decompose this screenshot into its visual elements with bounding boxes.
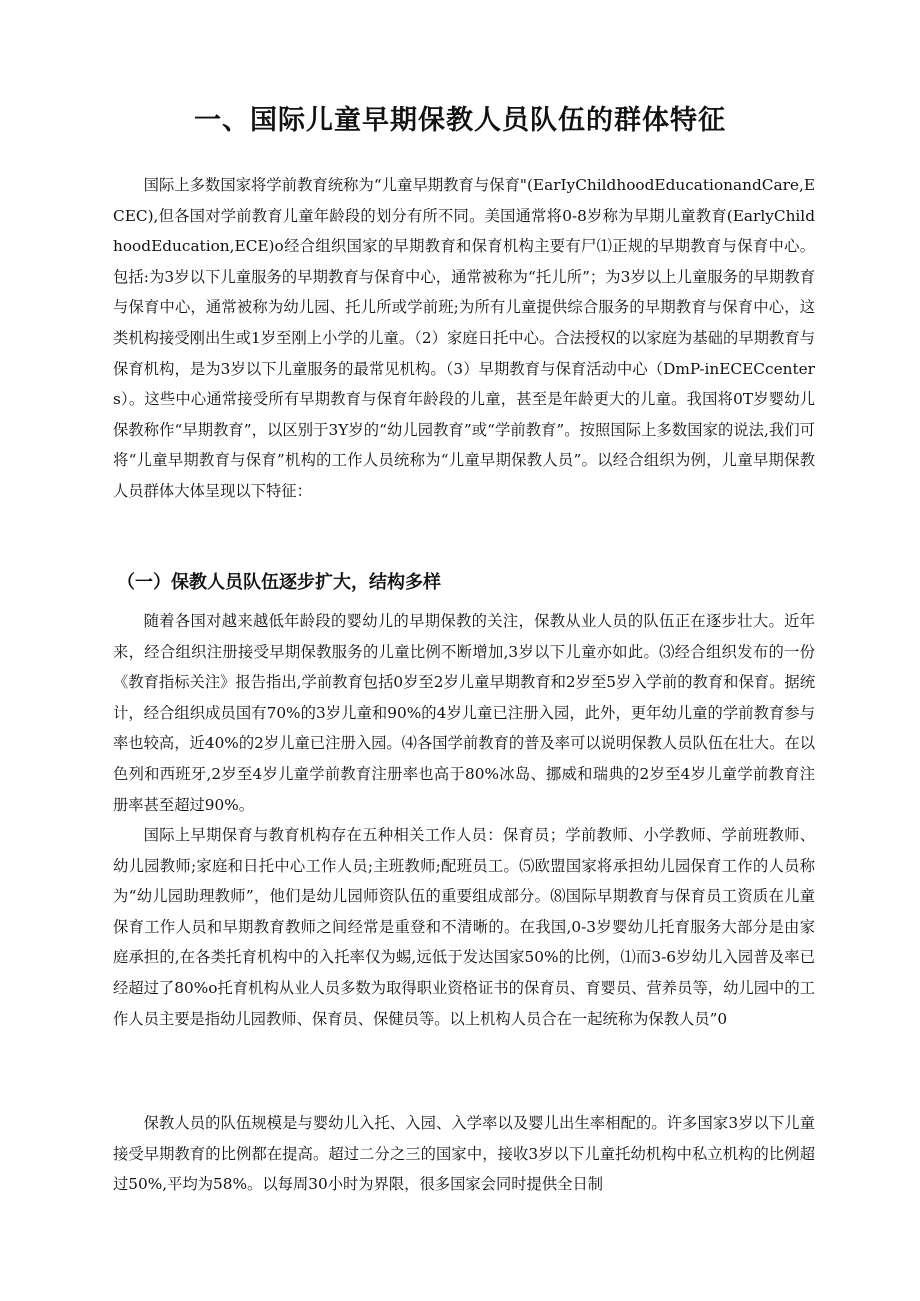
- paragraph-scale: 保教人员的队伍规模是与婴幼儿入托、入园、入学率以及婴儿出生率相配的。许多国家3岁以下儿童接受早期教育的比例都在提高。超过二分之三的国家中，接收3岁以下儿童托幼机构中私立机构的比例超过50%,平均为58%。以每周30小时为界限，很多国家会同时提供全日制: [113, 1114, 815, 1194]
- page-title: 一、国际儿童早期保教人员队伍的群体特征: [194, 105, 726, 136]
- paragraph-intro: 国际上多数国家将学前教育统称为“儿童早期教育与保育"(EarIyChildhoodEducationandCare,ECEC),但各国对学前教育儿童年龄段的划分有所不同。美国通常将0-8岁称为早期儿童教育(EarlyChildhoodEducation,ECE)o经合组织国家的早期教育和保育机构主要有尸⑴正规的早期教育与保育中心。包括:为3岁以下儿童服务的早期教育与保育中心，通常被称为“托儿所”；为3岁以上儿童服务的早期教育与保育中心，通常被称为幼儿园、托儿所或学前班;为所有儿童提供综合服务的早期教育与保育中心，这类机构接受刚出生或1岁至刚上小学的儿童。（2）家庭日托中心。合法授权的以家庭为基础的早期教育与保育机构，是为3岁以下儿童服务的最常见机构。（3）早期教育与保育活动中心（DmP-inECECcenters）。这些中心通常接受所有早期教育与保育年龄段的儿童，甚至是年龄更大的儿童。我国将0T岁婴幼儿保教称作“早期教育”，以区别于3Y岁的“幼儿园教育”或“学前教育”。按照国际上多数国家的说法,我们可将“儿童早期教育与保育”机构的工作人员统称为“儿童早期保教人员”。以经合组织为例，儿童早期保教人员群体大体呈现以下特征：: [113, 176, 815, 500]
- section-subheading: （一）保教人员队伍逐步扩大，结构多样: [117, 572, 441, 593]
- paragraph-staff-types: 国际上早期保育与教育机构存在五种相关工作人员：保育员；学前教师、小学教师、学前班教师、幼儿园教师;家庭和日托中心工作人员;主班教师;配班员工。⑸欧盟国家将承担幼儿园保育工作的人员称为“幼儿园助理教师”，他们是幼儿园师资队伍的重要组成部分。⑻国际早期教育与保育员工资质在儿童保育工作人员和早期教育教师之间经常是重登和不清晰的。在我国,0-3岁婴幼儿托育服务大部分是由家庭承担的,在各类托育机构中的入托率仅为蜴,远低于发达国家50%的比例，⑴而3-6岁幼儿入园普及率已经超过了80%o托育机构从业人员多数为取得职业资格证书的保育员、育婴员、营养员等，幼儿园中的工作人员主要是指幼儿园教师、保育员、保健员等。以上机构人员合在一起统称为保教人员”0: [113, 826, 815, 1028]
- paragraph-enrollment: 随着各国对越来越低年龄段的婴幼儿的早期保教的关注，保教从业人员的队伍正在逐步壮大。近年来，经合组织注册接受早期保教服务的儿童比例不断增加,3岁以下儿童亦如此。⑶经合组织发布的一份《教育指标关注》报告指出,学前教育包括0岁至2岁儿童早期教育和2岁至5岁入学前的教育和保育。据统计，经合组织成员国有70%的3岁儿童和90%的4岁儿童已注册入园，此外，更年幼儿童的学前教育参与率也较高，近40%的2岁儿童已注册入园。⑷各国学前教育的普及率可以说明保教人员队伍在壮大。在以色列和西班牙,2岁至4岁儿童学前教育注册率也高于80%冰岛、挪威和瑞典的2岁至4岁儿童学前教育注册率甚至超过90%。: [113, 612, 815, 814]
